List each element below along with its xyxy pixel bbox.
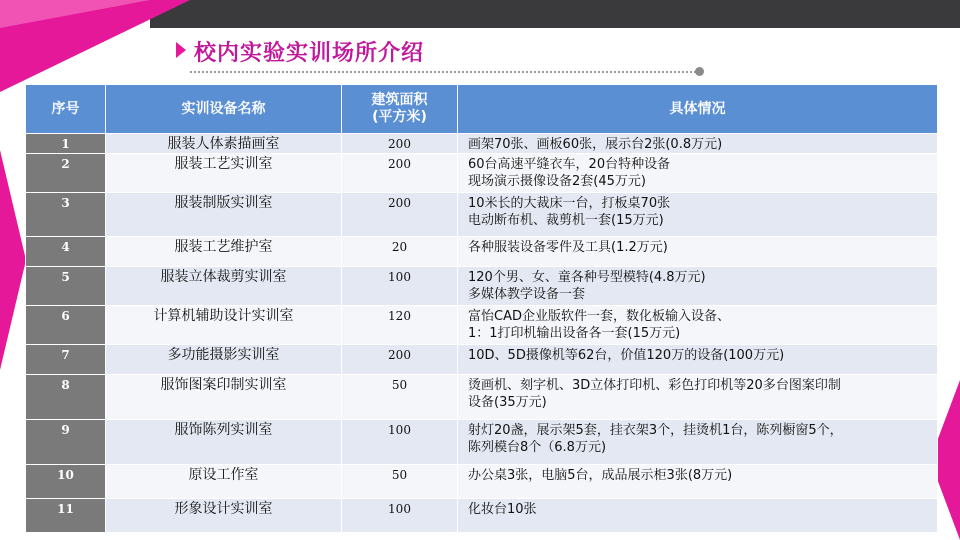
facility-area: 200 (342, 345, 458, 375)
table-row (26, 267, 938, 306)
detail-line: 电动断布机、裁剪机一套(15万元) (468, 213, 664, 228)
facility-name: 服饰图案印制实训室 (106, 375, 342, 420)
facility-area: 50 (342, 465, 458, 499)
detail-line: 120个男、女、童各种号型模特(4.8万元) (468, 270, 706, 285)
detail-line: 办公桌3张，电脑5台，成品展示柜3张(8万元) (468, 468, 733, 483)
corner-decoration-light (0, 0, 150, 28)
facility-detail (458, 375, 938, 420)
title-arrow-icon (176, 42, 186, 58)
detail-line: 10D、5D摄像机等62台，价值120万的设备(100万元) (468, 348, 785, 363)
row-number: 11 (26, 499, 106, 533)
table-row (26, 465, 938, 499)
facility-area: 50 (342, 375, 458, 420)
facility-detail (458, 154, 938, 193)
table-row (26, 306, 938, 345)
facility-detail (458, 306, 938, 345)
header-name: 实训设备名称 (106, 85, 342, 134)
detail-line: 各种服装设备零件及工具(1.2万元) (468, 240, 668, 255)
detail-line: 1：1打印机输出设备各一套(15万元) (468, 326, 681, 341)
facility-detail (458, 237, 938, 267)
facility-name: 多功能摄影实训室 (106, 345, 342, 375)
header-detail: 具体情况 (458, 85, 938, 134)
facilities-table (25, 84, 938, 533)
row-number: 2 (26, 154, 106, 193)
title-divider (190, 71, 696, 73)
facility-name: 形象设计实训室 (106, 499, 342, 533)
detail-line: 射灯20盏，展示架5套，挂衣架3个，挂烫机1台，陈列橱窗5个， (468, 423, 843, 438)
table-row (26, 345, 938, 375)
detail-line: 10米长的大裁床一台，打板桌70张 (468, 196, 671, 211)
facility-detail (458, 134, 938, 154)
detail-line: 烫画机、刻字机、3D立体打印机、彩色打印机等20多台图案印制 (468, 378, 841, 393)
facility-detail (458, 193, 938, 237)
facility-area: 100 (342, 499, 458, 533)
facility-area: 200 (342, 134, 458, 154)
detail-line: 多媒体教学设备一套 (468, 287, 586, 302)
table-row (26, 154, 938, 193)
row-number: 3 (26, 193, 106, 237)
facility-name: 服装工艺维护室 (106, 237, 342, 267)
facility-detail (458, 267, 938, 306)
detail-line: 60台高速平缝衣车，20台特种设备 (468, 157, 671, 172)
facility-area: 100 (342, 420, 458, 465)
detail-line: 画架70张、画板60张，展示台2张(0.8万元) (468, 137, 723, 152)
facility-name: 原设工作室 (106, 465, 342, 499)
facility-detail (458, 465, 938, 499)
facility-area: 200 (342, 154, 458, 193)
facility-name: 服装工艺实训室 (106, 154, 342, 193)
top-bar (150, 0, 960, 28)
row-number: 6 (26, 306, 106, 345)
facility-name: 服装立体裁剪实训室 (106, 267, 342, 306)
row-number: 4 (26, 237, 106, 267)
table-row (26, 375, 938, 420)
detail-line: 化妆台10张 (468, 502, 537, 517)
detail-line: 富怡CAD企业版软件一套，数化板输入设备、 (468, 309, 730, 324)
header-area-line2: (平方米) (372, 109, 427, 125)
header-area-line1: 建筑面积 (371, 92, 428, 108)
detail-line: 设备(35万元) (468, 395, 547, 410)
detail-line: 现场演示摄像设备2套(45万元) (468, 174, 646, 189)
detail-line: 陈列模台8个（6.8万元) (468, 440, 607, 455)
row-number: 5 (26, 267, 106, 306)
facility-detail (458, 345, 938, 375)
facility-area: 20 (342, 237, 458, 267)
facility-area: 200 (342, 193, 458, 237)
facility-name: 服饰陈列实训室 (106, 420, 342, 465)
facility-area: 100 (342, 267, 458, 306)
facility-name: 服装制版实训室 (106, 193, 342, 237)
left-side-decoration (0, 150, 26, 370)
row-number: 1 (26, 134, 106, 154)
facility-name: 计算机辅助设计实训室 (106, 306, 342, 345)
table-row (26, 134, 938, 154)
row-number: 7 (26, 345, 106, 375)
facility-area: 120 (342, 306, 458, 345)
header-area (342, 85, 458, 134)
table-row (26, 499, 938, 533)
table-header-row (26, 85, 938, 134)
page-title: 校内实验实训场所介绍 (194, 41, 425, 66)
header-no: 序号 (26, 85, 106, 134)
table-row (26, 420, 938, 465)
table-row (26, 237, 938, 267)
row-number: 9 (26, 420, 106, 465)
row-number: 8 (26, 375, 106, 420)
facility-detail (458, 420, 938, 465)
title-divider-dot (695, 67, 704, 76)
facility-detail (458, 499, 938, 533)
table-row (26, 193, 938, 237)
row-number: 10 (26, 465, 106, 499)
facility-name: 服装人体素描画室 (106, 134, 342, 154)
